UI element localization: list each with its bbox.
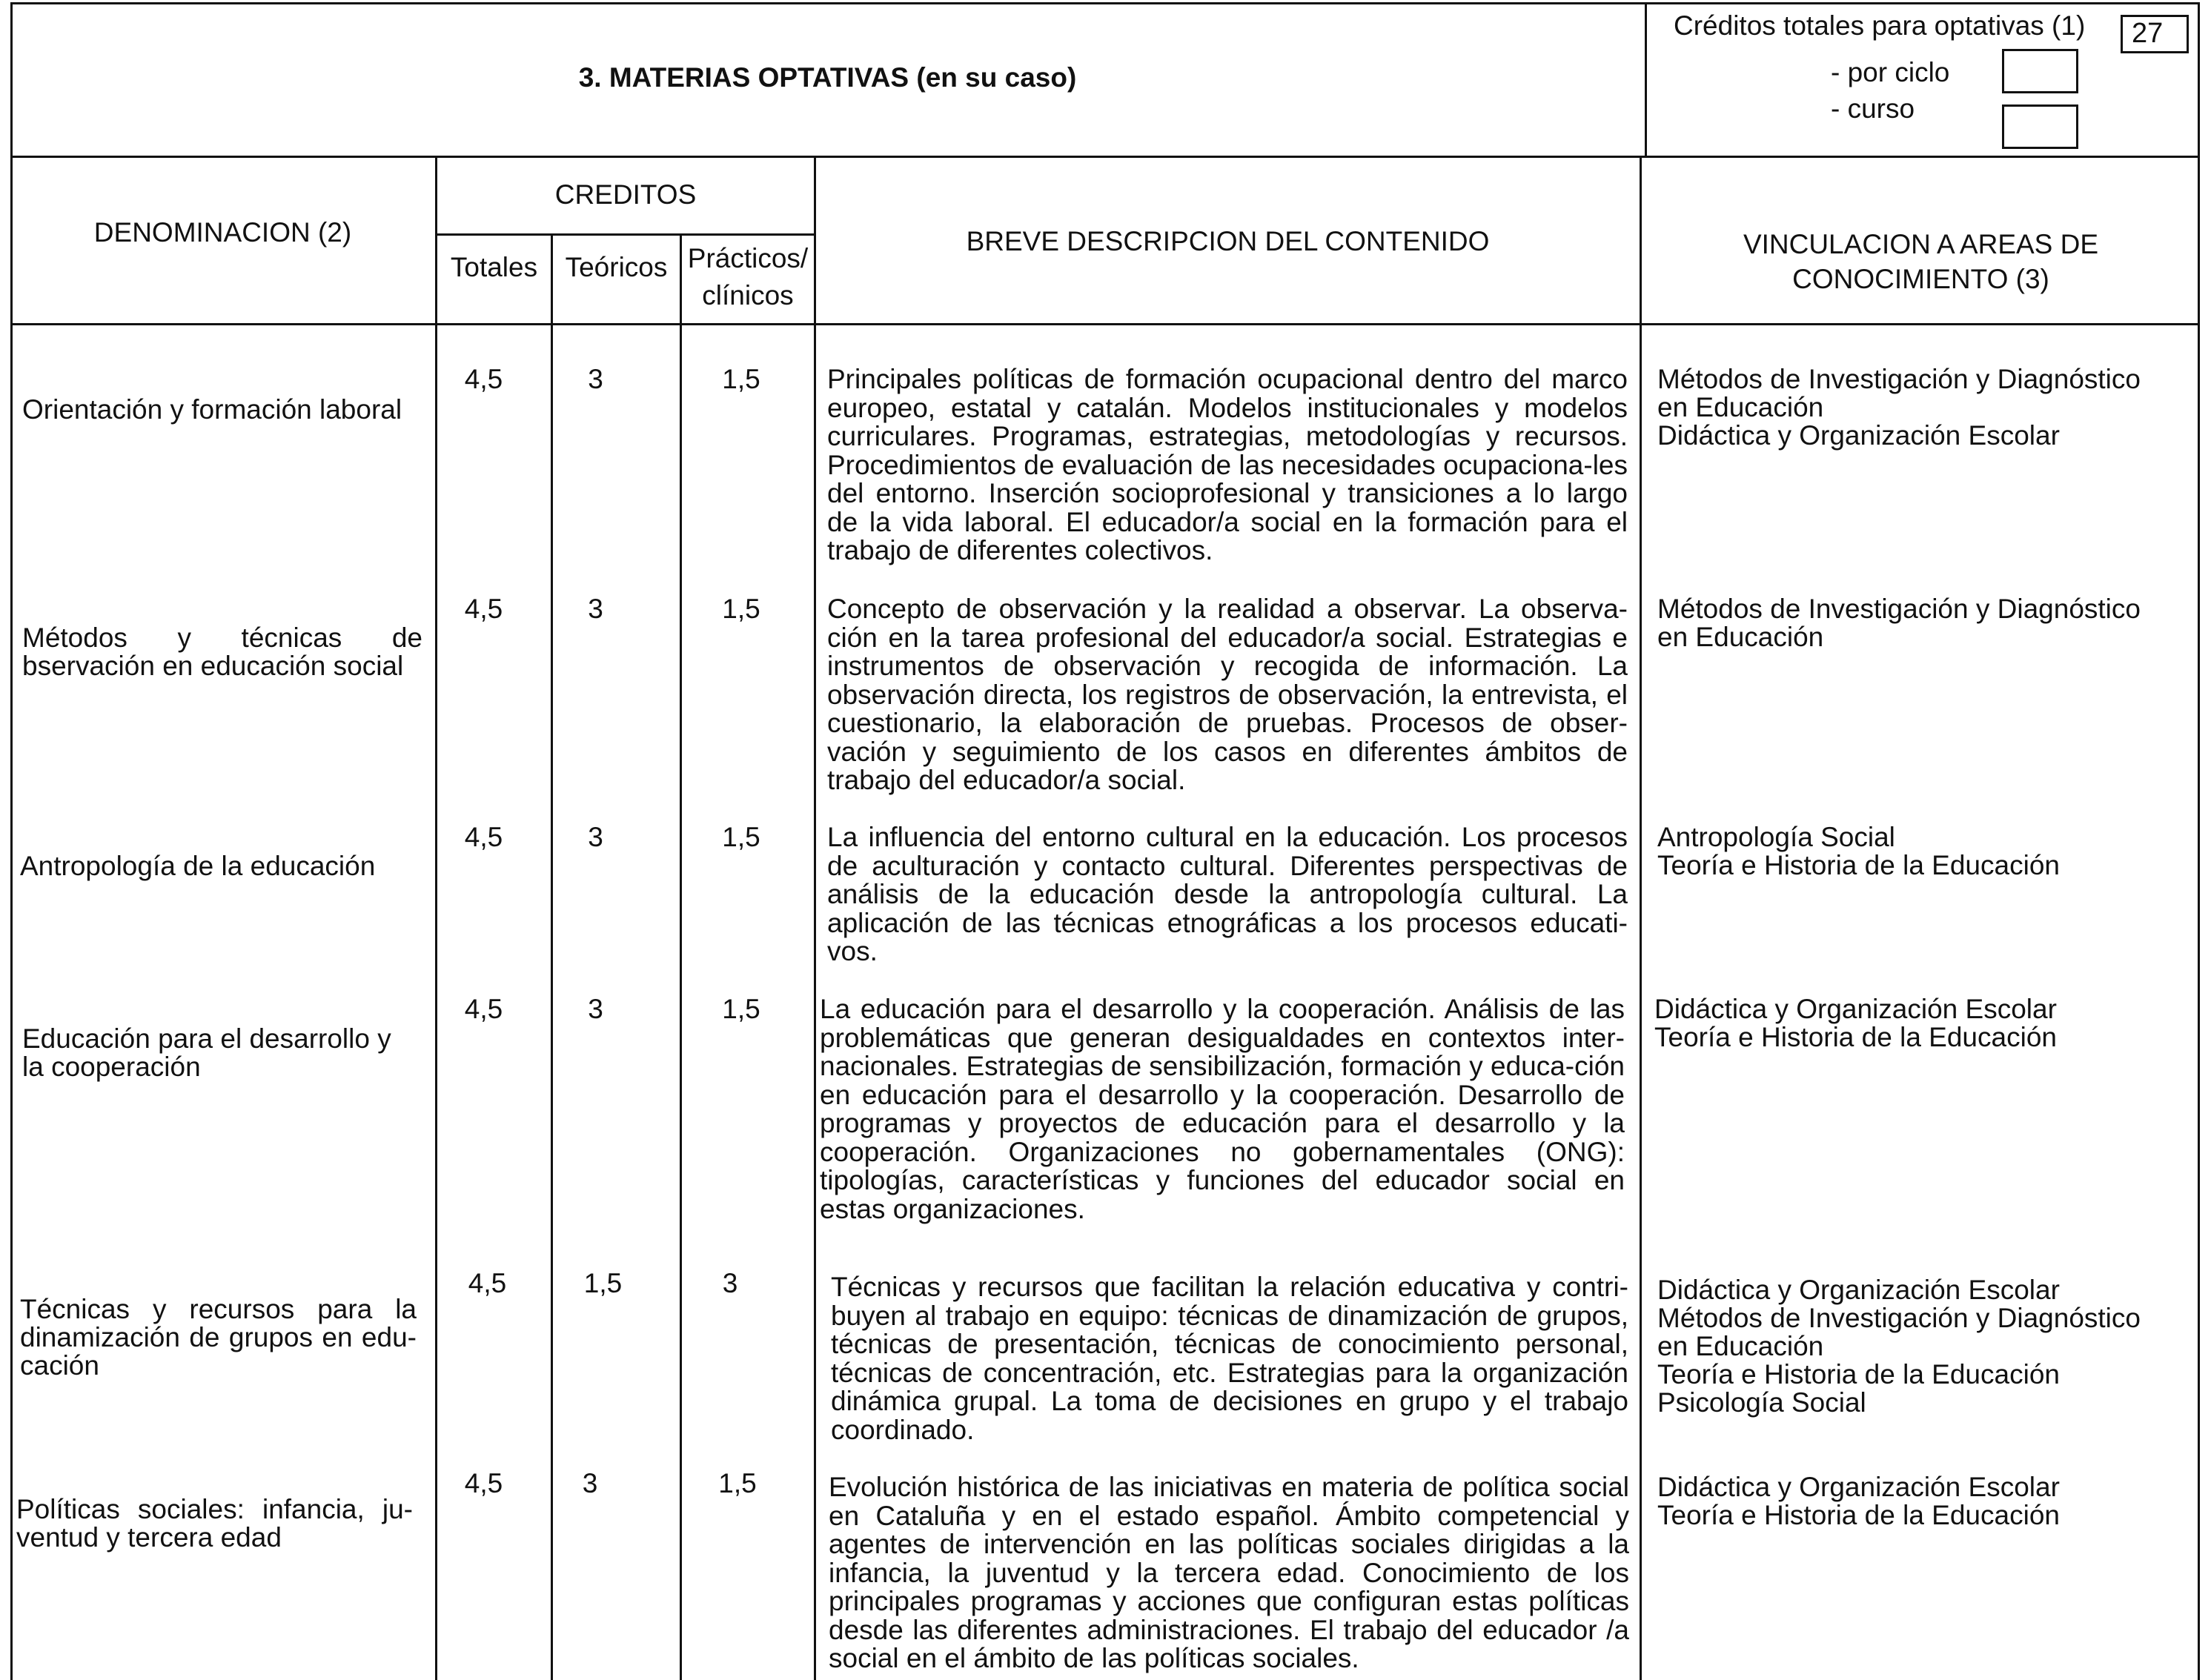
row-area-item: Métodos de Investigación y Diagnóstico bbox=[1657, 1303, 2141, 1333]
col-header-totales: Totales bbox=[450, 252, 538, 282]
creditos-totales-box bbox=[2121, 15, 2189, 53]
row-area-item: Teoría e Historia de la Educación bbox=[1654, 1022, 2057, 1052]
row-denominacion-line: Educación para el desarrollo y bbox=[22, 1023, 391, 1054]
row-practicos: 1,5 bbox=[718, 1468, 757, 1498]
row-denominacion-line: Orientación y formación laboral bbox=[22, 394, 402, 425]
row-area-item: Teoría e Historia de la Educación bbox=[1657, 1500, 2060, 1530]
row-totales: 4,5 bbox=[468, 1268, 507, 1298]
row-denominacion-line: Políticas sociales: infancia, ju- bbox=[16, 1494, 413, 1524]
row-area-item: Métodos de Investigación y Diagnóstico bbox=[1657, 364, 2141, 394]
row-denominacion bbox=[16, 1495, 413, 1552]
row-teoricos: 3 bbox=[588, 594, 603, 624]
row-descripcion: Principales políticas de formación ocupacional dentro del marco europeo, estatal y catalán. Modelos institucionales y modelos curriculares. Programas, estrategias, metodologías y recursos. Procedimientos de evaluación de las necesidades ocupaciona-les del entorno. Inserción socioprofesional y transiciones a lo largo de la vida laboral. El educador/a social en la formación para el trabajo de diferentes colectivos. bbox=[827, 364, 1628, 565]
row-descripcion: Evolución histórica de las iniciativas en materia de política social en Cataluña y en el estado español. Ámbito competencial y agentes de intervención en las políticas sociales dirigidas a la infancia, la juventud y la tercera edad. Conocimiento de los principales programas y acciones que configuran estas políticas desde las diferentes administraciones. El trabajo del educador /a social en el ámbito de las políticas sociales. bbox=[829, 1472, 1629, 1673]
row-area-item: Teoría e Historia de la Educación bbox=[1657, 850, 2060, 880]
row-area-item: Psicología Social bbox=[1657, 1387, 1866, 1418]
row-denominacion bbox=[20, 852, 375, 880]
row-denominacion-line: dinamización de grupos en edu- bbox=[20, 1322, 417, 1352]
row-descripcion: La influencia del entorno cultural en la educación. Los procesos de aculturación y contacto cultural. Diferentes perspectivas de análisis de la educación desde la antropología cultural. La aplicación de las técnicas etnográficas a los procesos educati-vos. bbox=[827, 822, 1628, 966]
row-teoricos: 3 bbox=[582, 1468, 598, 1498]
col-header-practicos-2: clínicos bbox=[702, 280, 794, 311]
row-areas bbox=[1657, 823, 2060, 880]
col-header-denominacion: DENOMINACION (2) bbox=[93, 217, 352, 248]
col-divider-totales bbox=[551, 233, 553, 1680]
row-denominacion-line: cación bbox=[20, 1350, 99, 1381]
col-divider-descripcion bbox=[1640, 156, 1642, 1680]
row-descripcion: Técnicas y recursos que facilitan la relación educativa y contri-buyen al trabajo en equipo: técnicas de dinamización de grupos, técnicas de presentación, técnicas de conocimiento personal, técnicas de concentración, etc. Estrategias para la organización dinámica grupal. La toma de decisiones en grupo y el trabajo coordinado. bbox=[831, 1272, 1628, 1445]
curso-label: - curso bbox=[1831, 93, 1915, 124]
row-areas bbox=[1657, 1473, 2060, 1530]
row-area-item: Antropología Social bbox=[1657, 822, 1895, 852]
row-totales: 4,5 bbox=[464, 364, 503, 394]
creditos-totales-value: 27 bbox=[2132, 18, 2164, 49]
curso-box bbox=[2002, 104, 2078, 149]
row-totales: 4,5 bbox=[464, 822, 503, 852]
row-totales: 4,5 bbox=[464, 1468, 503, 1498]
col-header-vinculacion-1: VINCULACION A AREAS DE bbox=[1743, 229, 2099, 259]
row-descripcion: La educación para el desarrollo y la cooperación. Análisis de las problemáticas que generan desigualdades en contextos inter-nacionales. Estrategias de sensibilización, formación y educa-ción en educación para el desarrollo y la cooperación. Desarrollo de programas y proyectos de educación para el desarrollo y la cooperación. Organizaciones no gobernamentales (ONG): tipologías, características y funciones del educador social en estas organizaciones. bbox=[820, 994, 1625, 1224]
col-divider-creditos bbox=[814, 156, 816, 1680]
row-area-item: en Educación bbox=[1657, 622, 1824, 652]
row-area-item: Métodos de Investigación y Diagnóstico bbox=[1657, 594, 2141, 624]
row-area-item: en Educación bbox=[1657, 1331, 1824, 1361]
row-areas bbox=[1657, 1276, 2141, 1417]
row-areas bbox=[1657, 365, 2141, 450]
col-header-vinculacion-2: CONOCIMIENTO (3) bbox=[1792, 264, 2049, 294]
row-denominacion-line: Técnicas y recursos para la bbox=[20, 1294, 417, 1324]
row-denominacion-line: bservación en educación social bbox=[22, 651, 404, 681]
por-ciclo-label: - por ciclo bbox=[1831, 57, 1950, 87]
row-practicos: 1,5 bbox=[722, 364, 760, 394]
col-header-practicos-1: Prácticos/ bbox=[687, 243, 809, 273]
col-header-creditos: CREDITOS bbox=[554, 179, 697, 210]
row-totales: 4,5 bbox=[464, 994, 503, 1024]
col-header-teoricos: Teóricos bbox=[565, 252, 668, 282]
header-divider bbox=[10, 156, 2200, 158]
row-teoricos: 1,5 bbox=[583, 1268, 623, 1298]
section-title: 3. MATERIAS OPTATIVAS (en su caso) bbox=[578, 62, 1077, 93]
column-header-divider bbox=[10, 323, 2200, 325]
row-teoricos: 3 bbox=[588, 822, 603, 852]
row-denominacion-line: la cooperación bbox=[22, 1052, 201, 1082]
row-areas bbox=[1654, 995, 2057, 1052]
col-header-descripcion: BREVE DESCRIPCION DEL CONTENIDO bbox=[966, 226, 1490, 256]
col-divider-teoricos bbox=[680, 233, 682, 1680]
row-area-item: Didáctica y Organización Escolar bbox=[1657, 1275, 2060, 1305]
row-descripcion: Concepto de observación y la realidad a observar. La observa-ción en la tarea profesional del educador/a social. Estrategias e instrumentos de observación y recogida de información. La observación directa, los registros de observación, la entrevista, el cuestionario, la elaboración de pruebas. Procesos de obser-vación y seguimiento de los casos en diferentes ámbitos de trabajo del educador/a social. bbox=[827, 594, 1628, 795]
row-denominacion bbox=[22, 396, 402, 424]
row-denominacion-line: ventud y tercera edad bbox=[16, 1522, 282, 1553]
row-denominacion bbox=[22, 624, 422, 680]
header-right-divider bbox=[1645, 2, 1647, 158]
row-practicos: 1,5 bbox=[722, 594, 760, 624]
por-ciclo-box bbox=[2002, 49, 2078, 93]
row-area-item: Didáctica y Organización Escolar bbox=[1654, 994, 2057, 1024]
creditos-totales-label: Créditos totales para optativas (1) bbox=[1674, 10, 2086, 41]
row-teoricos: 3 bbox=[588, 994, 603, 1024]
row-practicos: 1,5 bbox=[722, 822, 760, 852]
row-denominacion bbox=[20, 1295, 417, 1380]
creditos-subheader-divider bbox=[435, 233, 816, 236]
row-practicos: 1,5 bbox=[722, 994, 760, 1024]
row-area-item: Teoría e Historia de la Educación bbox=[1657, 1359, 2060, 1390]
row-teoricos: 3 bbox=[588, 364, 603, 394]
row-denominacion bbox=[22, 1025, 391, 1081]
row-denominacion-line: Antropología de la educación bbox=[20, 851, 376, 881]
row-area-item: Didáctica y Organización Escolar bbox=[1657, 420, 2060, 451]
row-area-item: en Educación bbox=[1657, 392, 1824, 422]
row-areas bbox=[1657, 595, 2141, 651]
row-area-item: Didáctica y Organización Escolar bbox=[1657, 1472, 2060, 1502]
row-totales: 4,5 bbox=[464, 594, 503, 624]
row-denominacion-line: Métodos y técnicas de bbox=[22, 622, 422, 653]
row-practicos: 3 bbox=[722, 1268, 738, 1298]
